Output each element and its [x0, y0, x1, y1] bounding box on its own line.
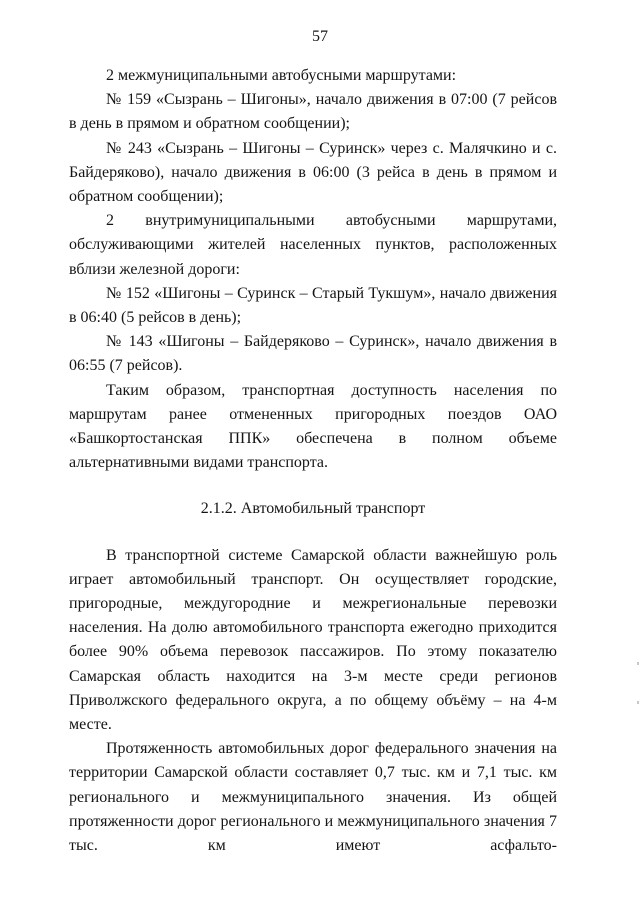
spacer — [69, 522, 557, 544]
paragraph-conclusion: Таким образом, транспортная доступность населения по маршрутам ранее отмененных пригородных поездов ОАО «Башкортостанская ППК» обеспечена в полном объеме альтернативными видами транспорта. — [69, 381, 557, 472]
paragraph-route-243: № 243 «Сызрань – Шигоны – Суринск» через с. Малячкино и с. Байдеряково), начало движения в 06:00 (3 рейса в день в прямом и обратном сообщении); — [69, 139, 557, 206]
document-body — [69, 64, 557, 858]
page-number: 57 — [312, 28, 328, 45]
scan-artifact — [637, 662, 639, 665]
paragraph-intercity-routes-intro: 2 межмуниципальными автобусными маршрутами: — [106, 67, 457, 84]
section-heading: 2.1.2. Автомобильный транспорт — [200, 500, 426, 518]
paragraph-route-143: № 143 «Шигоны – Байдеряково – Суринск», начало движения в 06:55 (7 рейсов). — [69, 333, 557, 375]
paragraph-local-routes-intro: 2 внутримуниципальными автобусными маршрутами, обслуживающими жителей населенных пунктов, расположенных вблизи железной дороги: — [69, 212, 557, 278]
paragraph-road-transport-role: В транспортной системе Самарской области важнейшую роль играет автомобильный транспорт. Он осуществляет городские, пригородные, междугородние и межрегиональные перевозки населения. На долю автомобильного транспорта ежегодно приходится более 90% объема перевозок пассажиров. По этому показателю Самарская область находится на 3-м месте среди регионов Приволжского федерального округа, а по общему объёму – на 4-м месте. — [69, 546, 557, 734]
paragraph-road-length: Протяженность автомобильных дорог федерального значения на территории Самарской области составляет 0,7 тыс. км и 7,1 тыс. км регионального и межмуниципального значения. Из общей протяженности дорог регионального и межмуниципального значения 7 тыс. км имеют асфальто- — [69, 740, 557, 855]
spacer — [69, 475, 557, 497]
scan-artifact — [637, 701, 639, 704]
paragraph-route-159: № 159 «Сызрань – Шигоны», начало движения в 07:00 (7 рейсов в день в прямом и обратном сообщении); — [69, 91, 557, 133]
paragraph-route-152: № 152 «Шигоны – Суринск – Старый Тукшум», начало движения в 06:40 (5 рейсов в день); — [69, 284, 557, 327]
